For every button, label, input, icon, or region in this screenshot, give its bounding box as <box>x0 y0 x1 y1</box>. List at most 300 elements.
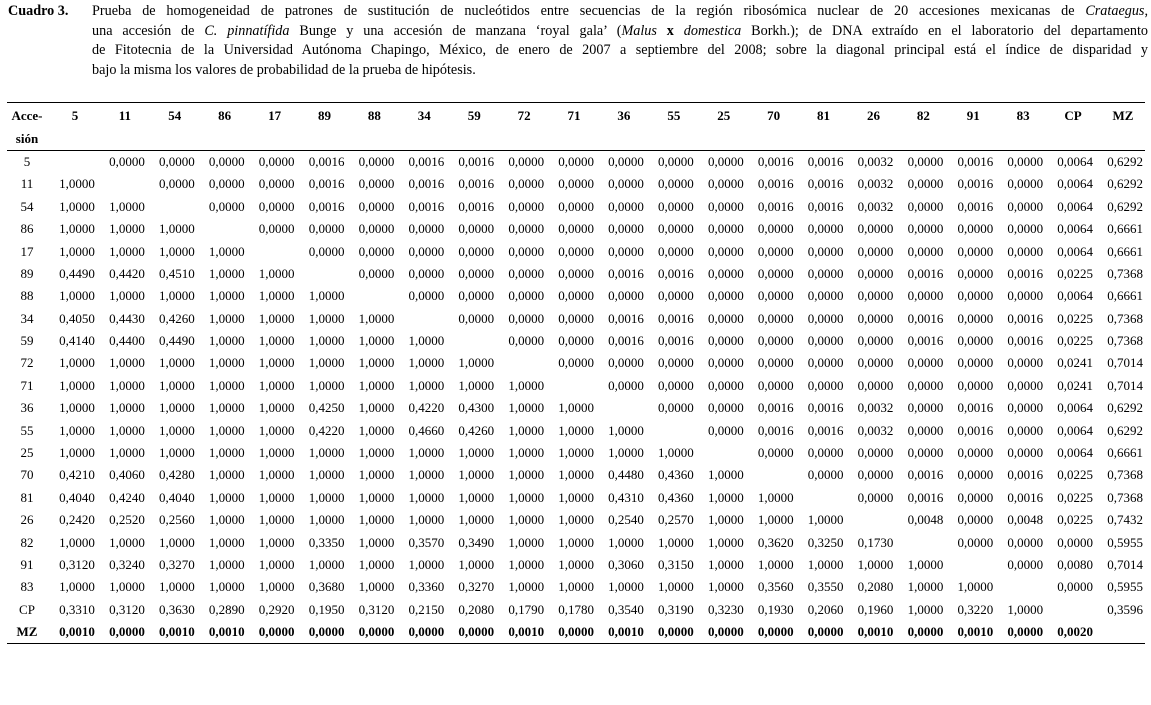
table-row <box>7 509 1145 531</box>
table-cell: 0,0016 <box>408 198 445 214</box>
table-cell: 0,6292 <box>1107 153 1143 169</box>
table-cell: 0,0000 <box>658 243 694 259</box>
table-cell: 1,0000 <box>208 400 245 416</box>
caption-segment: Bunge y una accesión de manzana ‘royal gala’ ( <box>289 22 622 39</box>
table-cell: 1,0000 <box>508 489 545 505</box>
table-cell: 0,1950 <box>308 601 345 617</box>
table-cell: 1,0000 <box>358 445 395 461</box>
column-header-spacer <box>796 127 846 150</box>
table-cell: 0,0000 <box>608 288 644 304</box>
table-cell: 0,0000 <box>857 333 894 349</box>
table-cell: 0,0000 <box>458 243 495 259</box>
table-cell: 0,0016 <box>757 198 794 214</box>
table-cell: 1,0000 <box>358 489 395 505</box>
table-cell: 1,0000 <box>907 579 944 595</box>
table-cell: 1,0000 <box>59 445 95 461</box>
table-cell: 0,0000 <box>707 221 744 237</box>
table-cell: 0,0000 <box>508 243 545 259</box>
table-cell: 0,0016 <box>1007 310 1044 326</box>
table-cell: 0,0000 <box>807 355 844 371</box>
table-header-row-continued <box>7 127 1145 150</box>
table-cell: 0,0010 <box>496 621 546 644</box>
row-label: 86 <box>20 221 34 237</box>
table-cell: 1,0000 <box>558 489 594 505</box>
table-cell: 0,0000 <box>1007 422 1044 438</box>
table-cell: 0,0000 <box>508 153 545 169</box>
table-cell: 0,0016 <box>957 176 994 192</box>
table-cell: 1,0000 <box>458 557 495 572</box>
table-cell: 0,0000 <box>757 377 794 393</box>
table-cell: 0,0000 <box>358 153 395 169</box>
table-row <box>7 419 1145 441</box>
column-header: 54 <box>147 103 197 128</box>
table-cell: 0,0000 <box>408 265 445 281</box>
table-cell <box>396 308 446 330</box>
table-cell: 0,0000 <box>558 243 594 259</box>
table-cell: 1,0000 <box>308 377 345 393</box>
table-cell: 0,3560 <box>757 579 794 595</box>
column-header-spacer <box>696 127 746 150</box>
table-cell: 0,0225 <box>1057 489 1094 505</box>
table-cell: 1,0000 <box>608 422 644 438</box>
table-cell: 1,0000 <box>158 445 195 461</box>
column-header: 89 <box>297 103 347 128</box>
table-cell: 1,0000 <box>208 265 245 281</box>
table-cell: 0,0016 <box>957 198 994 214</box>
table-cell: 1,0000 <box>158 579 195 595</box>
table-cell: 1,0000 <box>258 333 295 349</box>
table-cell: 0,0016 <box>1007 333 1044 349</box>
table-cell: 0,0000 <box>757 310 794 326</box>
table-cell: 1,0000 <box>358 467 395 483</box>
table-cell: 0,0000 <box>558 333 594 349</box>
table-cell: 0,0010 <box>945 621 995 644</box>
table-cell: 1,0000 <box>59 355 95 371</box>
table-cell: 0,0000 <box>608 176 644 192</box>
table-cell: 0,3120 <box>358 601 395 617</box>
table-cell: 0,0000 <box>608 355 644 371</box>
table-cell: 0,0000 <box>508 310 545 326</box>
table-cell: 0,3550 <box>807 579 844 595</box>
column-header-spacer <box>47 127 97 150</box>
table-cell: 1,0000 <box>857 557 894 572</box>
table-cell: 1,0000 <box>59 243 95 259</box>
table-cell: 0,0016 <box>957 153 994 169</box>
column-header: MZ <box>1095 103 1145 128</box>
table-cell: 0,6661 <box>1107 288 1143 304</box>
table-cell: 0,0000 <box>807 377 844 393</box>
table-cell: 0,0000 <box>907 400 944 416</box>
table-cell: 0,0000 <box>707 400 744 416</box>
table-cell: 1,0000 <box>59 198 95 214</box>
table-cell: 0,0000 <box>957 265 994 281</box>
table-cell: 0,0000 <box>508 198 545 214</box>
table-cell: 0,4430 <box>109 310 145 326</box>
table-cell: 1,0000 <box>658 534 694 550</box>
table-cell: 1,0000 <box>109 579 145 595</box>
column-header-spacer <box>396 127 446 150</box>
table-cell: 0,0000 <box>907 153 944 169</box>
column-header: 5 <box>47 103 97 128</box>
table-cell: 0,0000 <box>707 176 744 192</box>
table-cell: 0,4260 <box>158 310 195 326</box>
table-cell <box>995 576 1045 598</box>
table-cell <box>346 285 396 307</box>
table-cell: 0,0000 <box>558 153 594 169</box>
table-cell: 0,2420 <box>59 512 95 528</box>
table-cell: 0,2890 <box>208 601 245 617</box>
table-cell <box>97 173 147 195</box>
table-cell: 1,0000 <box>608 445 644 461</box>
table-cell: 0,6661 <box>1107 445 1143 461</box>
table-cell: 0,0000 <box>97 621 147 644</box>
row-label: 34 <box>20 310 34 326</box>
table-cell: 0,0000 <box>757 445 794 461</box>
table-cell: 0,0000 <box>807 265 844 281</box>
column-header: 55 <box>646 103 696 128</box>
table-cell: 1,0000 <box>458 445 495 461</box>
table-cell: 0,0000 <box>1007 243 1044 259</box>
table-cell: 0,4300 <box>458 400 495 416</box>
table-cell: 0,0016 <box>807 176 844 192</box>
table-cell: 0,3150 <box>658 557 694 572</box>
table-cell: 1,0000 <box>258 310 295 326</box>
table-cell: 0,3120 <box>109 601 145 617</box>
table-cell: 0,0016 <box>608 265 644 281</box>
table-cell: 1,0000 <box>109 243 145 259</box>
table-cell: 0,0016 <box>608 333 644 349</box>
column-header-spacer <box>596 127 646 150</box>
table-cell: 0,0000 <box>658 400 694 416</box>
column-header: 71 <box>546 103 596 128</box>
table-cell: 0,0064 <box>1057 198 1094 214</box>
column-header-spacer <box>746 127 796 150</box>
table-cell: 0,0000 <box>957 310 994 326</box>
column-header: 81 <box>796 103 846 128</box>
table-cell: 1,0000 <box>158 355 195 371</box>
table-cell: 1,0000 <box>508 445 545 461</box>
table-cell: 0,0000 <box>658 377 694 393</box>
table-cell: 1,0000 <box>109 377 145 393</box>
table-cell <box>596 397 646 419</box>
table-cell: 0,4310 <box>608 489 644 505</box>
table-cell: 1,0000 <box>358 333 395 349</box>
table-cell: 1,0000 <box>757 489 794 505</box>
table-cell: 0,0016 <box>957 400 994 416</box>
table-cell <box>47 150 97 173</box>
table-row <box>7 330 1145 352</box>
table-cell: 0,0016 <box>308 153 345 169</box>
table-cell: 1,0000 <box>208 579 245 595</box>
row-label: MZ <box>7 621 47 644</box>
table-cell: 1,0000 <box>458 355 495 371</box>
table-cell: 1,0000 <box>458 512 495 528</box>
table-cell: 1,0000 <box>158 534 195 550</box>
table-cell: 0,0032 <box>857 400 894 416</box>
table-cell: 0,0016 <box>807 400 844 416</box>
table-header-row <box>7 103 1145 128</box>
table-cell: 0,4260 <box>458 422 495 438</box>
table-cell: 0,3220 <box>957 601 994 617</box>
table-cell: 1,0000 <box>458 467 495 483</box>
table-cell <box>846 509 896 531</box>
row-label: 5 <box>23 153 31 169</box>
table-cell: 0,3350 <box>308 534 345 550</box>
table-cell: 0,0000 <box>857 288 894 304</box>
table-cell: 1,0000 <box>1007 601 1044 617</box>
table-cell: 0,0032 <box>857 153 894 169</box>
table-cell: 0,0000 <box>957 288 994 304</box>
table-cell: 0,0000 <box>508 288 545 304</box>
caption-segment: de Fitotecnia de la Universidad Autónoma Chapingo, México, de enero de 2007 a septiembre del 2008; sobre la diagonal principal está el índice de disparidad y <box>92 42 1148 58</box>
table-cell: 0,2060 <box>807 601 844 617</box>
table-cell: 0,0000 <box>258 198 295 214</box>
table-cell: 0,0000 <box>857 377 894 393</box>
column-header: 25 <box>696 103 746 128</box>
column-header-spacer <box>1045 127 1095 150</box>
table-cell: 0,4220 <box>308 422 345 438</box>
table-cell: 0,0000 <box>658 176 694 192</box>
column-header-spacer <box>147 127 197 150</box>
table-cell: 0,3230 <box>707 601 744 617</box>
table-cell: 0,0000 <box>408 243 445 259</box>
caption-segment: Prueba de homogeneidad de patrones de sustitución de nucleótidos entre secuencias de la región ribosómica nuclear de 20 accesiones mexicanas de <box>92 3 1086 19</box>
table-cell: 0,0000 <box>957 243 994 259</box>
table-cell: 0,0000 <box>358 265 395 281</box>
table-cell: 1,0000 <box>308 310 345 326</box>
table-cell: 0,0000 <box>1007 221 1044 237</box>
table-cell: 0,5955 <box>1107 534 1143 550</box>
table-cell: 0,0000 <box>807 243 844 259</box>
column-header: 72 <box>496 103 546 128</box>
table-cell: 1,0000 <box>358 579 395 595</box>
caption-segment: , <box>1144 3 1148 19</box>
table-row <box>7 218 1145 240</box>
table-cell: 1,0000 <box>757 557 794 572</box>
table-cell: 0,6661 <box>1107 243 1143 259</box>
table-cell: 0,0000 <box>608 198 644 214</box>
table-cell: 0,0000 <box>408 221 445 237</box>
table-cell: 0,0000 <box>807 221 844 237</box>
table-cell: 1,0000 <box>508 557 545 572</box>
table-cell: 1,0000 <box>308 333 345 349</box>
table-cell: 0,0000 <box>707 153 744 169</box>
table-row <box>7 464 1145 486</box>
table-cell: 1,0000 <box>208 377 245 393</box>
table-cell: 0,2540 <box>608 512 644 528</box>
table-cell: 1,0000 <box>158 221 195 237</box>
table-cell <box>895 531 945 553</box>
table-cell: 1,0000 <box>707 557 744 572</box>
table-cell: 0,2150 <box>408 601 445 617</box>
table-cell: 0,3120 <box>59 557 95 572</box>
table-cell: 1,0000 <box>807 557 844 572</box>
column-header: 34 <box>396 103 446 128</box>
table-cell: 0,0000 <box>757 265 794 281</box>
table-cell: 0,0000 <box>696 621 746 644</box>
table-cell: 0,0000 <box>208 176 245 192</box>
table-cell: 1,0000 <box>208 512 245 528</box>
table-cell: 0,0016 <box>757 153 794 169</box>
table-cell: 1,0000 <box>208 534 245 550</box>
table-cell: 0,3060 <box>608 557 644 572</box>
column-header-spacer <box>496 127 546 150</box>
table-row <box>7 196 1145 218</box>
table-cell: 0,0000 <box>1057 534 1094 550</box>
table-cell: 1,0000 <box>807 512 844 528</box>
table-cell: 1,0000 <box>308 489 345 505</box>
table-cell: 1,0000 <box>158 377 195 393</box>
table-cell: 0,0016 <box>458 176 495 192</box>
table-cell: 0,0000 <box>757 333 794 349</box>
table-cell: 0,6292 <box>1107 422 1143 438</box>
table-cell: 1,0000 <box>59 377 95 393</box>
table-cell: 1,0000 <box>558 557 594 572</box>
table-cell <box>297 263 347 285</box>
table-cell: 0,0000 <box>658 355 694 371</box>
table-cell: 0,0000 <box>396 621 446 644</box>
table-cell: 1,0000 <box>109 534 145 550</box>
table-cell: 1,0000 <box>358 534 395 550</box>
row-label: 59 <box>20 333 34 349</box>
table-cell: 1,0000 <box>358 557 395 572</box>
table-cell: 1,0000 <box>208 310 245 326</box>
table-cell <box>247 240 297 262</box>
table-cell: 0,4210 <box>59 467 95 483</box>
table-cell: 1,0000 <box>208 288 245 304</box>
table-cell: 0,0000 <box>458 310 495 326</box>
column-header-spacer <box>446 127 496 150</box>
table-cell: 1,0000 <box>109 221 145 237</box>
table-cell: 0,0000 <box>1007 198 1044 214</box>
table-cell: 0,0016 <box>907 333 944 349</box>
table-cell: 0,0016 <box>807 153 844 169</box>
table-cell: 0,2080 <box>857 579 894 595</box>
table-cell: 1,0000 <box>458 489 495 505</box>
table-cell: 0,0010 <box>147 621 197 644</box>
table-row <box>7 240 1145 262</box>
table-cell: 0,0000 <box>857 445 894 461</box>
table-cell: 1,0000 <box>408 377 445 393</box>
table-cell: 0,0000 <box>957 534 994 550</box>
table-cell: 1,0000 <box>508 512 545 528</box>
column-header: 36 <box>596 103 646 128</box>
column-header: 11 <box>97 103 147 128</box>
table-cell: 0,0000 <box>208 153 245 169</box>
table-cell: 0,4510 <box>158 265 195 281</box>
row-label: 54 <box>20 198 34 214</box>
table-cell: 1,0000 <box>258 557 295 572</box>
table-cell: 0,0000 <box>308 221 345 237</box>
table-cell: 0,0225 <box>1057 512 1094 528</box>
table-row <box>7 352 1145 374</box>
table-cell: 0,0000 <box>247 621 297 644</box>
table-cell: 0,0000 <box>446 621 496 644</box>
table-cell: 1,0000 <box>558 534 594 550</box>
table-cell: 0,2920 <box>258 601 295 617</box>
table-cell: 0,2560 <box>158 512 195 528</box>
table-cell: 0,7368 <box>1107 489 1143 505</box>
table-cell: 0,3270 <box>158 557 195 572</box>
table-cell: 1,0000 <box>258 534 295 550</box>
table-cell: 0,0000 <box>258 153 295 169</box>
table-cell: 0,0000 <box>757 221 794 237</box>
table-row <box>7 263 1145 285</box>
table-cell: 0,0000 <box>458 288 495 304</box>
table-cell: 0,0000 <box>907 221 944 237</box>
row-header-label-continued: sión <box>7 127 47 150</box>
table-cell: 0,0000 <box>857 355 894 371</box>
table-cell: 0,0000 <box>1007 445 1044 461</box>
column-header: 83 <box>995 103 1045 128</box>
table-cell: 0,7368 <box>1107 333 1143 349</box>
table-row <box>7 576 1145 598</box>
table-cell: 0,0000 <box>707 310 744 326</box>
column-header: CP <box>1045 103 1095 128</box>
table-cell: 0,3270 <box>458 579 495 595</box>
table-cell: 0,0000 <box>807 333 844 349</box>
table-cell: 0,0000 <box>857 489 894 505</box>
table-cell: 0,0000 <box>907 445 944 461</box>
table-cell: 0,4360 <box>658 489 694 505</box>
table-cell: 0,0000 <box>558 198 594 214</box>
table-cell: 0,0000 <box>608 377 644 393</box>
table-cell: 0,4280 <box>158 467 195 483</box>
table-cell: 0,7432 <box>1107 512 1143 528</box>
table-cell: 1,0000 <box>109 198 145 214</box>
table-cell: 1,0000 <box>208 422 245 438</box>
table-cell: 1,0000 <box>707 489 744 505</box>
caption-line <box>92 61 1148 81</box>
table-cell: 0,0016 <box>757 400 794 416</box>
table-cell: 0,0000 <box>158 153 195 169</box>
table-cell: 1,0000 <box>658 445 694 461</box>
table-cell: 0,0000 <box>658 288 694 304</box>
table-cell: 1,0000 <box>208 333 245 349</box>
table-row <box>7 397 1145 419</box>
homogeneity-table <box>7 102 1145 644</box>
table-cell: 0,0000 <box>358 176 395 192</box>
table-cell: 0,0000 <box>957 355 994 371</box>
row-label: 88 <box>20 288 34 304</box>
table-cell: 1,0000 <box>59 400 95 416</box>
table-cell: 0,0000 <box>707 198 744 214</box>
table-cell: 0,0000 <box>957 512 994 528</box>
table-cell: 0,0016 <box>907 489 944 505</box>
table-cell: 1,0000 <box>258 579 295 595</box>
table-cell: 0,0000 <box>358 198 395 214</box>
table-cell: 1,0000 <box>358 310 395 326</box>
table-cell: 1,0000 <box>258 400 295 416</box>
column-header-spacer <box>247 127 297 150</box>
table-cell: 1,0000 <box>258 422 295 438</box>
table-cell: 0,3680 <box>308 579 345 595</box>
row-label: 72 <box>20 355 34 371</box>
table-cell: 1,0000 <box>508 377 545 393</box>
table-cell: 1,0000 <box>358 400 395 416</box>
row-label: 83 <box>20 579 34 595</box>
caption-segment: Malus <box>621 22 657 39</box>
table-cell: 0,0000 <box>1007 557 1044 572</box>
table-cell: 0,3596 <box>1107 601 1143 617</box>
table-cell: 1,0000 <box>258 489 295 505</box>
table-cell: 1,0000 <box>208 355 245 371</box>
table-cell: 1,0000 <box>308 445 345 461</box>
table-cell: 1,0000 <box>608 579 644 595</box>
column-header-spacer <box>945 127 995 150</box>
table-cell: 0,0000 <box>907 422 944 438</box>
table-cell: 0,1780 <box>558 601 594 617</box>
